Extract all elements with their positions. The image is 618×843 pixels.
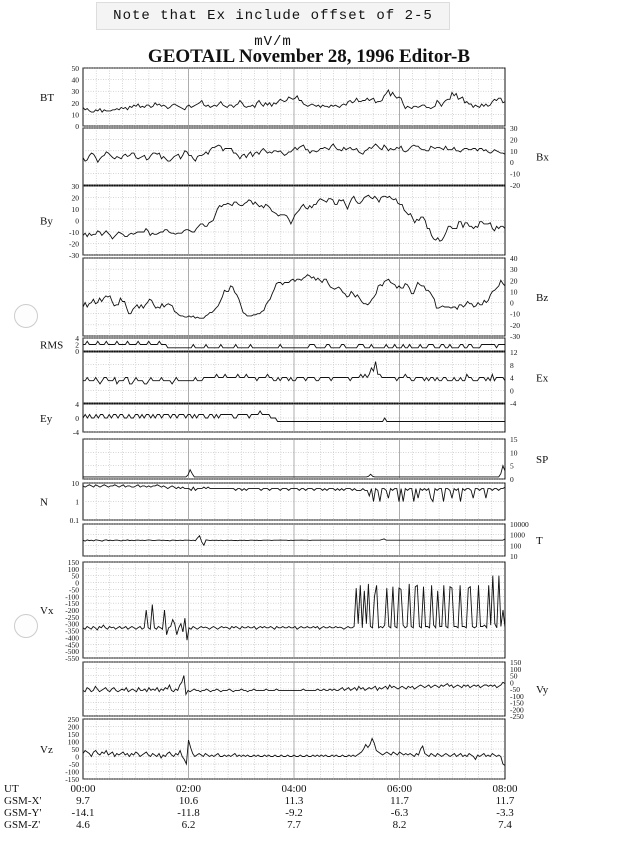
tick-label: 0 (510, 386, 514, 396)
tick-label: 4 (75, 334, 79, 343)
tick-label: -150 (510, 698, 524, 708)
coordinate-value: 11.7 (390, 795, 409, 807)
tick-label: 250 (67, 715, 79, 724)
tick-label: 40 (71, 75, 79, 85)
coordinate-value: 7.4 (498, 819, 512, 831)
coordinate-value: 8.2 (392, 819, 407, 831)
row-label: GSM-X' (4, 795, 42, 807)
tick-label: -100 (65, 592, 79, 602)
panel-label: Vx (40, 605, 54, 617)
tick-label: -10 (69, 228, 79, 237)
panel-label: Ey (40, 413, 53, 425)
tick-label: 0 (510, 298, 514, 308)
tick-label: -20 (510, 181, 520, 190)
tick-label: -550 (65, 654, 79, 663)
panel-label: BT (40, 92, 55, 104)
tick-label: 30 (510, 265, 518, 275)
tick-label: 0 (75, 122, 79, 131)
tick-label: 0 (75, 216, 79, 226)
tick-label: 20 (71, 193, 79, 203)
panel-label: Ex (536, 372, 549, 385)
tick-label: 100 (67, 564, 79, 574)
time-tick-label: 04:00 (281, 783, 307, 795)
tick-label: -20 (69, 239, 79, 249)
panel-label: By (40, 215, 53, 228)
tick-label: 8 (510, 360, 514, 370)
tick-label: 150 (510, 658, 522, 667)
tick-label: 10 (510, 448, 518, 458)
panel-label: N (40, 496, 48, 509)
tick-label: 12 (510, 348, 518, 357)
tick-label: -200 (65, 606, 79, 615)
coordinate-value: 9.7 (76, 795, 90, 807)
tick-label: 0.1 (69, 516, 79, 525)
panel-label: RMS (40, 339, 64, 352)
tick-label: -20 (510, 320, 520, 330)
tick-label: -200 (510, 705, 524, 715)
tick-label: -250 (510, 712, 524, 721)
tick-label: -30 (69, 251, 79, 260)
panel-label: Bx (536, 151, 549, 164)
panel-label: Vy (536, 684, 549, 696)
panel-label: Vz (40, 744, 53, 756)
tick-label: -50 (69, 585, 79, 595)
time-tick-label: 06:00 (386, 783, 413, 795)
tick-label: 0 (510, 158, 514, 168)
tick-label: -300 (65, 619, 79, 629)
coordinate-value: -14.1 (71, 807, 95, 819)
coordinate-value: 11.7 (495, 795, 515, 807)
panel-label: SP (536, 454, 549, 466)
tick-label: -30 (510, 332, 520, 341)
row-label: GSM-Z' (4, 819, 41, 831)
note-label: Note that Ex include offset of 2-5 mV/m (96, 2, 450, 30)
tick-label: 0 (510, 475, 514, 484)
tick-label: 50 (71, 745, 79, 754)
tick-label: 15 (510, 435, 518, 444)
tick-label: 1000 (510, 530, 525, 540)
tick-label: -4 (72, 428, 79, 437)
tick-label: 10 (510, 146, 518, 156)
coordinate-value: 10.6 (178, 795, 199, 807)
tick-label: -350 (65, 626, 79, 636)
row-label: GSM-Y' (4, 807, 42, 819)
tick-label: 20 (71, 98, 79, 108)
tick-label: 20 (510, 135, 518, 145)
tick-label: 0 (75, 414, 79, 423)
tick-label: 50 (510, 671, 518, 681)
tick-label: -10 (510, 309, 520, 319)
tick-label: -450 (65, 640, 79, 650)
coordinate-value: -6.3 (390, 807, 409, 819)
row-label: UT (4, 783, 19, 795)
tick-label: 200 (67, 722, 79, 732)
coordinate-value: 6.2 (181, 819, 196, 831)
tick-label: -150 (65, 775, 79, 784)
tick-label: 100 (510, 664, 522, 674)
tick-label: -50 (69, 760, 79, 769)
tick-label: 0 (75, 347, 79, 356)
tick-label: 2 (75, 340, 79, 350)
tick-label: 30 (510, 124, 518, 133)
tick-label: 0 (510, 678, 514, 688)
tick-label: 10 (71, 479, 79, 488)
tick-label: 20 (510, 276, 518, 286)
tick-label: 1 (75, 497, 79, 507)
tick-label: 4 (75, 400, 79, 409)
tick-label: -400 (65, 633, 79, 643)
tick-label: 0 (75, 752, 79, 762)
tick-label: -4 (510, 399, 517, 408)
tick-label: 50 (71, 571, 79, 581)
coordinate-value: -9.2 (285, 807, 303, 819)
tick-label: 5 (510, 461, 514, 471)
page-title: GEOTAIL November 28, 1996 Editor-B (147, 46, 471, 67)
time-tick-label: 08:00 (492, 783, 518, 795)
tick-label: 10 (510, 287, 518, 297)
tick-label: 150 (67, 730, 79, 739)
tick-label: 30 (71, 182, 79, 191)
tick-label: -500 (65, 647, 79, 657)
tick-label: -50 (510, 685, 520, 694)
coordinate-value: -11.8 (177, 807, 200, 819)
coordinate-value: 7.7 (287, 819, 301, 831)
time-tick-label: 00:00 (70, 783, 96, 795)
tick-label: 100 (67, 737, 79, 747)
tick-label: 0 (75, 578, 79, 588)
tick-label: 10000 (510, 520, 529, 529)
tick-label: 4 (510, 373, 514, 383)
coordinate-value: -3.3 (496, 807, 514, 819)
tick-label: -150 (65, 599, 79, 609)
tick-label: -100 (510, 691, 524, 701)
coordinate-value: 4.6 (76, 819, 90, 831)
panel-label: Bz (536, 292, 549, 304)
tick-label: 10 (71, 205, 79, 214)
tick-label: 40 (510, 254, 518, 263)
tick-label: 30 (71, 87, 79, 97)
tick-label: 150 (67, 558, 79, 567)
time-tick-label: 02:00 (175, 783, 202, 795)
tick-label: 100 (510, 541, 522, 551)
panel-label: T (536, 535, 543, 547)
tick-label: -100 (65, 767, 79, 777)
tick-label: -10 (510, 169, 520, 179)
tick-label: 10 (71, 110, 79, 120)
coordinate-value: 11.3 (284, 795, 304, 807)
tick-label: 10 (510, 552, 518, 561)
tick-label: -250 (65, 612, 79, 622)
tick-label: 50 (71, 64, 79, 73)
